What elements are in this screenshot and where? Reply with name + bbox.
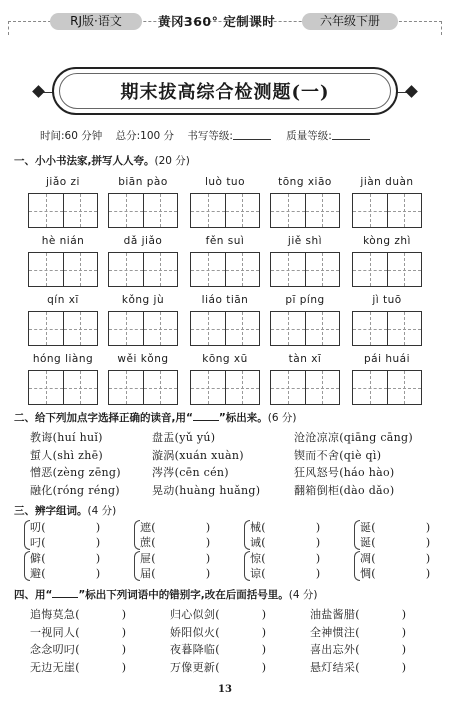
writing-cell[interactable] xyxy=(353,194,388,227)
writing-cell[interactable] xyxy=(388,194,422,227)
pronunciation-item[interactable]: 沧沧凉凉(qiāng cāng) xyxy=(294,431,413,444)
writing-cell[interactable] xyxy=(109,253,144,286)
section-1-title: 一、小小书法家,拼写人人夸。 xyxy=(14,155,155,167)
close-paren: ) xyxy=(261,625,267,639)
word-group-line[interactable] xyxy=(30,565,101,581)
writing-cell[interactable] xyxy=(271,312,306,345)
pinyin-label: hóng liàng xyxy=(32,353,94,365)
char-prompt: 叨( xyxy=(30,521,46,534)
writing-grid[interactable] xyxy=(352,311,422,346)
close-paren: ) xyxy=(425,552,431,565)
writing-grid[interactable] xyxy=(352,370,422,405)
left-diamond-icon xyxy=(32,85,45,98)
typo-item[interactable] xyxy=(30,641,126,657)
typo-item[interactable] xyxy=(30,606,126,622)
writing-grid[interactable] xyxy=(270,252,340,287)
writing-cell[interactable] xyxy=(226,253,260,286)
writing-cell[interactable] xyxy=(64,253,98,286)
pinyin-label: biān pào xyxy=(118,176,168,188)
writing-cell[interactable] xyxy=(388,253,422,286)
pinyin-label: kōng xū xyxy=(202,353,248,365)
close-paren: ) xyxy=(121,660,127,674)
writing-grid[interactable] xyxy=(352,252,422,287)
word-group-line[interactable] xyxy=(250,565,321,581)
typo-item[interactable] xyxy=(170,624,266,640)
char-prompt: 叼( xyxy=(30,536,46,549)
typo-item[interactable] xyxy=(30,624,126,640)
section-2-title-b: ”标出来。 xyxy=(218,412,268,424)
close-paren: ) xyxy=(261,660,267,674)
section-2-heading xyxy=(14,410,297,425)
writing-cell[interactable] xyxy=(109,312,144,345)
right-diamond-icon xyxy=(405,85,418,98)
page-number: 13 xyxy=(218,684,232,695)
writing-grid[interactable] xyxy=(270,193,340,228)
char-prompt: 屉( xyxy=(140,552,156,565)
word-group-line[interactable] xyxy=(140,550,211,566)
writing-cell[interactable] xyxy=(29,253,64,286)
close-paren: ) xyxy=(205,521,211,534)
char-prompt: 谅( xyxy=(250,567,266,580)
section-1-points: (20 分) xyxy=(154,155,190,167)
close-paren: ) xyxy=(205,536,211,549)
typo-item[interactable] xyxy=(310,624,406,640)
page-title: 期末拔高综合检测题(一) xyxy=(120,82,330,103)
word-group-line[interactable] xyxy=(30,550,101,566)
close-paren: ) xyxy=(425,567,431,580)
section-4-heading xyxy=(14,587,318,602)
typo-item[interactable] xyxy=(170,659,266,675)
close-paren: ) xyxy=(205,552,211,565)
word-group-line[interactable] xyxy=(30,519,101,535)
writing-cell[interactable] xyxy=(271,194,306,227)
pinyin-label: hè nián xyxy=(41,235,85,247)
quality-label: 质量等级: xyxy=(286,130,332,142)
pinyin-label: fěn suì xyxy=(205,235,245,247)
typo-item[interactable] xyxy=(30,659,126,675)
writing-cell[interactable] xyxy=(306,194,340,227)
pinyin-label: jiàn duàn xyxy=(360,176,414,188)
typo-item[interactable] xyxy=(310,606,406,622)
section-4-title-b: ”标出下列词语中的错别字,改在后面括号里。 xyxy=(78,589,289,601)
pinyin-label: kǒng jù xyxy=(121,294,165,306)
close-paren: ) xyxy=(315,536,321,549)
word-group-line[interactable] xyxy=(250,534,321,550)
pronunciation-item[interactable]: 狂风怒号(háo hào) xyxy=(294,466,395,479)
section-4-title-a: 四、用“ xyxy=(14,589,53,601)
pronunciation-item[interactable]: 晃动(huàng huǎng) xyxy=(152,483,261,497)
mark-underline-sample-2 xyxy=(52,589,78,598)
char-prompt: 诞( xyxy=(360,521,376,534)
word-group-line[interactable] xyxy=(360,519,431,535)
writing-cell[interactable] xyxy=(271,253,306,286)
idiom-text: 一视同人( xyxy=(30,625,80,639)
writing-grid[interactable] xyxy=(190,193,260,228)
writing-cell[interactable] xyxy=(353,371,388,404)
close-paren: ) xyxy=(121,608,127,621)
writing-cell[interactable] xyxy=(191,253,226,286)
pinyin-label: wěi kǒng xyxy=(117,353,169,365)
char-prompt: 凋( xyxy=(360,552,376,565)
writing-cell[interactable] xyxy=(109,194,144,227)
time-label: 时间:60 分钟 xyxy=(40,130,103,142)
typo-item[interactable] xyxy=(170,606,266,622)
writing-cell[interactable] xyxy=(226,194,260,227)
writing-grid[interactable] xyxy=(28,311,98,346)
grade-badge: 六年级下册 xyxy=(302,13,398,30)
word-group-line[interactable] xyxy=(250,519,321,535)
writing-cell[interactable] xyxy=(29,194,64,227)
writing-cell[interactable] xyxy=(226,312,260,345)
section-3-points: (4 分) xyxy=(87,505,117,517)
writing-cell[interactable] xyxy=(353,253,388,286)
char-prompt: 蔗( xyxy=(140,536,156,549)
idiom-text: 追悔莫急( xyxy=(30,608,80,621)
pinyin-label: jiě shì xyxy=(287,235,323,247)
writing-grid[interactable] xyxy=(108,252,178,287)
writing-grid[interactable] xyxy=(352,193,422,228)
writing-cell[interactable] xyxy=(271,371,306,404)
close-paren: ) xyxy=(261,643,267,656)
writing-cell[interactable] xyxy=(226,371,260,404)
writing-grid[interactable] xyxy=(108,370,178,405)
writing-cell[interactable] xyxy=(64,371,98,404)
pinyin-label: luò tuo xyxy=(204,176,246,188)
char-prompt: 避( xyxy=(30,567,46,580)
char-prompt: 惊( xyxy=(250,552,266,565)
writing-grid[interactable] xyxy=(28,252,98,287)
writing-grid[interactable] xyxy=(190,252,260,287)
char-prompt: 械( xyxy=(250,521,266,534)
word-group-line[interactable] xyxy=(140,534,211,550)
pronunciation-item[interactable]: 漩涡(xuán xuàn) xyxy=(152,448,244,462)
pronunciation-item[interactable]: 涔涔(cēn cén) xyxy=(152,466,229,479)
char-prompt: 诞( xyxy=(360,536,376,549)
word-group-line[interactable] xyxy=(140,565,211,581)
writing-grid[interactable] xyxy=(28,370,98,405)
pinyin-label: tōng xiāo xyxy=(278,176,332,188)
writing-grid[interactable] xyxy=(190,311,260,346)
pronunciation-item[interactable]: 蜇人(shì zhē) xyxy=(30,448,104,462)
writing-cell[interactable] xyxy=(29,312,64,345)
idiom-text: 喜出忘外( xyxy=(310,643,360,656)
writing-cell[interactable] xyxy=(109,371,144,404)
close-paren: ) xyxy=(95,521,101,534)
pronunciation-item[interactable]: 融化(róng réng) xyxy=(30,483,120,497)
typo-item[interactable] xyxy=(310,659,406,675)
writing-cell[interactable] xyxy=(388,371,422,404)
writing-grid[interactable] xyxy=(108,193,178,228)
close-paren: ) xyxy=(425,536,431,549)
idiom-text: 念念叨叼( xyxy=(30,643,80,656)
idiom-text: 油盐酱腊( xyxy=(310,608,360,621)
writing-cell[interactable] xyxy=(64,312,98,345)
pinyin-label: kòng zhì xyxy=(363,235,411,247)
word-group-line[interactable] xyxy=(30,534,101,550)
writing-cell[interactable] xyxy=(306,371,340,404)
section-3-heading xyxy=(14,503,116,518)
section-3-title: 三、辨字组词。 xyxy=(14,505,88,517)
section-2-title-a: 二、给下列加点字选择正确的读音,用“ xyxy=(14,412,193,424)
pinyin-label: liáo tiān xyxy=(201,294,249,306)
writing-label: 书写等级: xyxy=(187,130,233,142)
char-prompt: 惆( xyxy=(360,567,376,580)
close-paren: ) xyxy=(121,643,127,656)
close-paren: ) xyxy=(425,521,431,534)
close-paren: ) xyxy=(261,608,267,621)
pinyin-label: pī píng xyxy=(285,294,325,306)
word-group-line[interactable] xyxy=(360,534,431,550)
writing-blank[interactable] xyxy=(233,129,271,140)
pronunciation-item[interactable]: 教诲(huí huǐ) xyxy=(30,431,103,444)
close-paren: ) xyxy=(401,625,407,639)
word-group-line[interactable] xyxy=(140,519,211,535)
typo-item[interactable] xyxy=(170,641,266,657)
total-label: 总分:100 分 xyxy=(115,130,175,142)
writing-cell[interactable] xyxy=(306,312,340,345)
pinyin-label: jiǎo zi xyxy=(46,176,80,188)
writing-grid[interactable] xyxy=(270,370,340,405)
pinyin-label: dǎ jiǎo xyxy=(123,235,163,247)
word-group-line[interactable] xyxy=(360,565,431,581)
writing-grid[interactable] xyxy=(108,311,178,346)
writing-cell[interactable] xyxy=(144,312,178,345)
pinyin-label: tàn xī xyxy=(288,353,322,365)
pronunciation-item[interactable]: 锲而不舍(qiè qì) xyxy=(294,448,382,462)
writing-cell[interactable] xyxy=(64,194,98,227)
idiom-text: 归心似剑( xyxy=(170,608,220,621)
idiom-text: 万像更新( xyxy=(170,660,220,674)
writing-cell[interactable] xyxy=(144,194,178,227)
writing-grid[interactable] xyxy=(270,311,340,346)
writing-cell[interactable] xyxy=(191,194,226,227)
close-paren: ) xyxy=(401,608,407,621)
quality-blank[interactable] xyxy=(332,129,370,140)
writing-cell[interactable] xyxy=(191,371,226,404)
brand-label: 黄冈360° 定制课时 xyxy=(158,14,276,29)
writing-cell[interactable] xyxy=(353,312,388,345)
idiom-text: 夜暮降临( xyxy=(170,643,220,656)
exam-meta xyxy=(40,128,382,143)
writing-cell[interactable] xyxy=(191,312,226,345)
writing-cell[interactable] xyxy=(144,371,178,404)
idiom-text: 娇阳似火( xyxy=(170,625,220,639)
close-paren: ) xyxy=(121,625,127,639)
close-paren: ) xyxy=(95,567,101,580)
close-paren: ) xyxy=(205,567,211,580)
char-prompt: 遮( xyxy=(140,521,156,534)
section-4-points: (4 分) xyxy=(288,589,318,601)
pronunciation-item[interactable]: 憎恶(zèng zēng) xyxy=(30,466,121,479)
pinyin-label: qín xī xyxy=(47,294,79,306)
close-paren: ) xyxy=(315,521,321,534)
char-prompt: 届( xyxy=(140,567,156,580)
section-1-heading xyxy=(14,153,190,168)
pinyin-label: pái huái xyxy=(363,353,410,365)
word-group-line[interactable] xyxy=(360,550,431,566)
typo-item[interactable] xyxy=(310,641,406,657)
mark-underline-sample xyxy=(193,412,219,421)
pinyin-label: jì tuō xyxy=(372,294,402,306)
close-paren: ) xyxy=(315,567,321,580)
char-prompt: 僻( xyxy=(30,552,46,565)
writing-cell[interactable] xyxy=(144,253,178,286)
word-group-line[interactable] xyxy=(250,550,321,566)
idiom-text: 无边无崖( xyxy=(30,660,80,674)
writing-grid[interactable] xyxy=(28,193,98,228)
writing-grid[interactable] xyxy=(190,370,260,405)
writing-cell[interactable] xyxy=(29,371,64,404)
close-paren: ) xyxy=(95,536,101,549)
idiom-text: 悬灯结采( xyxy=(310,660,360,674)
close-paren: ) xyxy=(401,660,407,674)
close-paren: ) xyxy=(401,643,407,656)
char-prompt: 诫( xyxy=(250,536,266,549)
pronunciation-item[interactable]: 翻箱倒柜(dào dǎo) xyxy=(294,483,395,497)
edition-badge: RJ版·语文 xyxy=(50,13,142,30)
close-paren: ) xyxy=(315,552,321,565)
pronunciation-item[interactable]: 盘盂(yǔ yú) xyxy=(152,431,216,444)
writing-cell[interactable] xyxy=(306,253,340,286)
writing-cell[interactable] xyxy=(388,312,422,345)
section-2-points: (6 分) xyxy=(267,412,297,424)
idiom-text: 全神惯注( xyxy=(310,625,360,639)
close-paren: ) xyxy=(95,552,101,565)
